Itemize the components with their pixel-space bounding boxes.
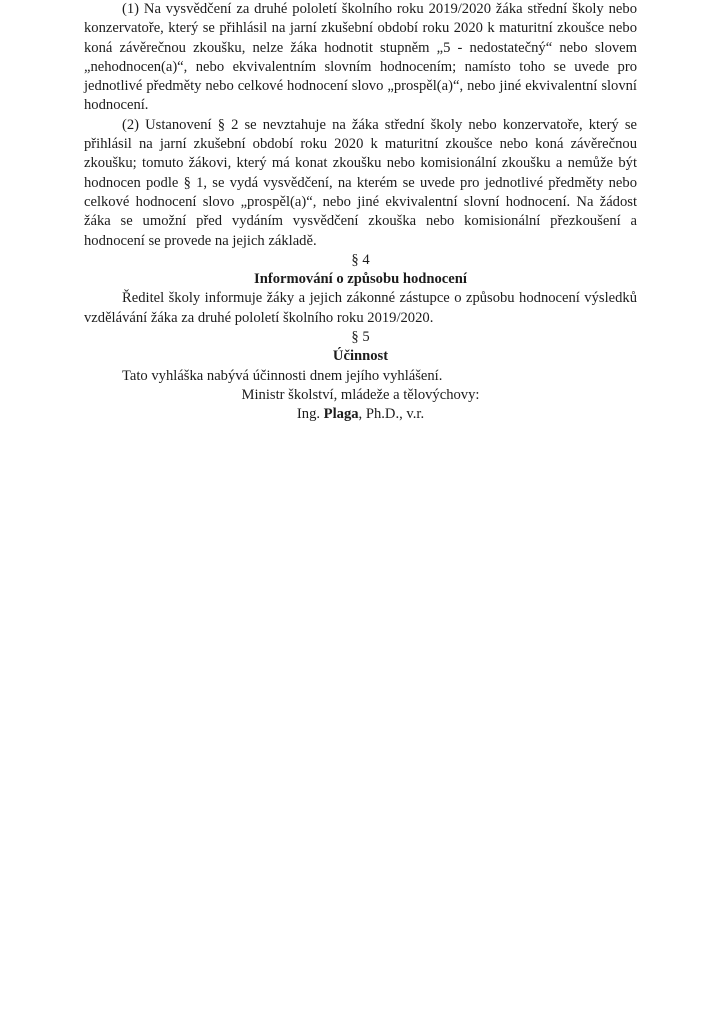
signature-name-suffix: , Ph.D., v.r. [358,406,425,423]
document-content [84,0,637,425]
section-5-body: Tato vyhláška nabývá účinnosti dnem jejího vyhlášení. [122,367,443,384]
signature-name-prefix: Ing. [296,406,324,423]
section-5-number: § 5 [351,329,370,346]
section-5-heading: Účinnost [332,348,389,365]
section-4-heading: Informování o způsobu hodnocení [254,271,467,288]
paragraph-1: (1) Na vysvědčení za druhé pololetí školního roku 2019/2020 žáka střední školy nebo konzervatoře, který se přihlásil na jarní zkušební období roku 2020 k maturitní zkoušce nebo koná závěrečnou zkoušku, nelze žáka hodnotit stupněm „5 - nedostatečný“ nebo slovem „nehodnocen(a)“, nebo ekvivalentním slovním hodnocením; namísto toho se uvede pro jednotlivé předměty nebo celkové hodnocení slovo „prospěl(a)“, nebo jiné ekvivalentní slovní hodnocení. [84,1,637,114]
section-4-body: Ředitel školy informuje žáky a jejich zákonné zástupce o způsobu hodnocení výsledků vzdělávání žáka za druhé pololetí školního roku 2019/2020. [84,290,637,326]
signature-role-line: Ministr školství, mládeže a tělovýchovy: [241,386,480,403]
signature-name-line [84,405,637,424]
signature-name-surname: Plaga [323,406,359,423]
paragraph-2: (2) Ustanovení § 2 se nevztahuje na žáka střední školy nebo konzervatoře, který se přihlásil na jarní zkušební období roku 2020 k maturitní zkoušce nebo koná závěrečnou zkoušku; tomuto žákovi, který má konat zkoušku nebo komisionální zkoušku a nemůže být hodnocen podle § 1, se vydá vysvědčení, na kterém se uvede pro jednotlivé předměty nebo celkové hodnocení slovo „prospěl(a)“, nebo jiné ekvivalentní slovní hodnocení. Na žádost žáka se umožní před vydáním vysvědčení zkouška nebo komisionální přezkoušení a hodnocení se provede na jejich základě. [84,116,637,249]
section-4-number: § 4 [351,251,370,268]
